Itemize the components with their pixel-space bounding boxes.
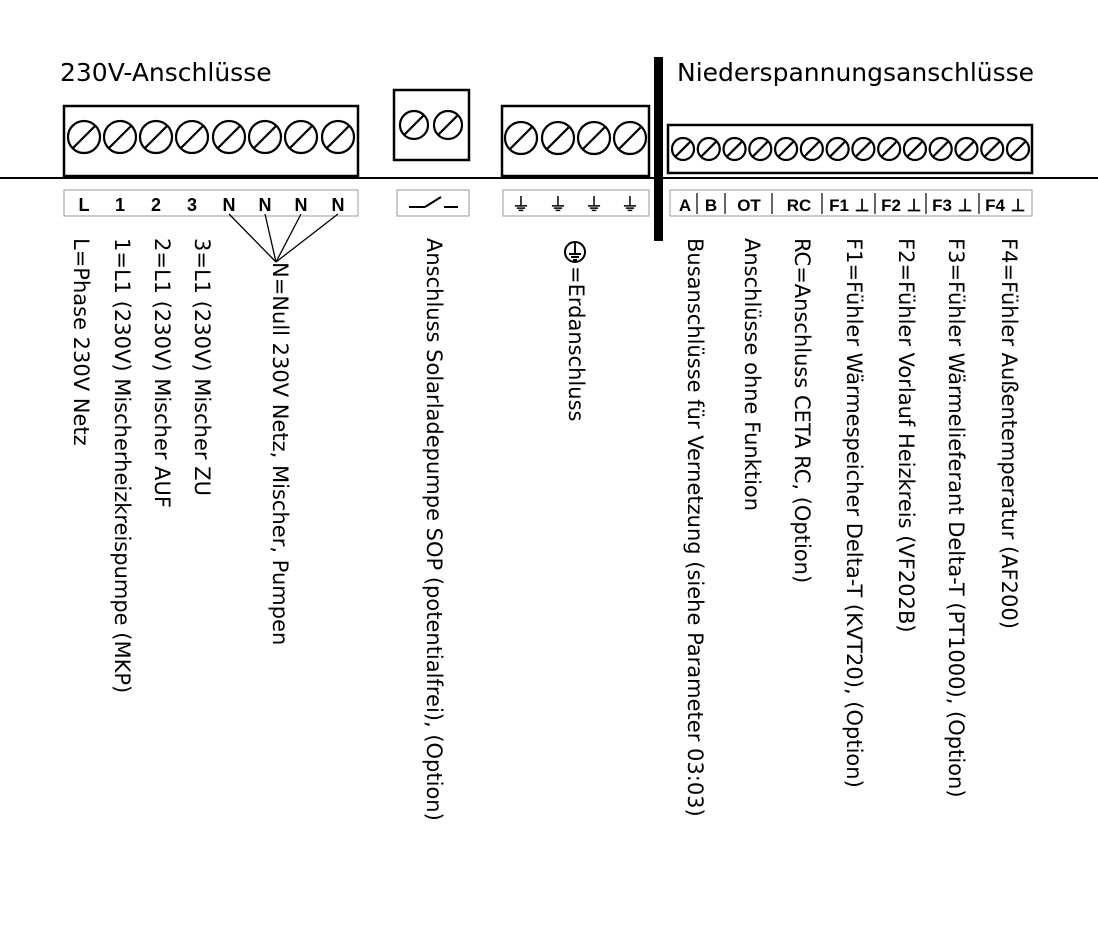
terminal-label-230v: N — [331, 195, 345, 215]
desc-l-phase: L=Phase 230V Netz — [69, 238, 93, 446]
earth-description-icon — [565, 242, 585, 262]
terminal-label-230v: 2 — [150, 195, 162, 215]
desc-terminal-1: 1=L1 (230V) Mischerheizkreispumpe (MKP) — [110, 238, 134, 694]
screw-earth-3 — [578, 122, 610, 154]
screw-earth-2 — [542, 122, 574, 154]
desc-terminal-3: 3=L1 (230V) Mischer ZU — [190, 238, 214, 496]
screw-low-voltage-11 — [930, 138, 952, 160]
desc-sop: Anschluss Solarladepumpe SOP (potentialfrei), (Option) — [422, 238, 446, 821]
screw-low-voltage-8 — [852, 138, 874, 160]
low-voltage-terminal-label: A — [678, 196, 692, 215]
screw-230v-6 — [249, 121, 281, 153]
screw-low-voltage-13 — [981, 138, 1003, 160]
screw-230v-3 — [140, 121, 172, 153]
screw-low-voltage-10 — [904, 138, 926, 160]
terminal-label-230v: N — [294, 195, 308, 215]
terminal-label-230v: N — [258, 195, 272, 215]
screw-230v-2 — [104, 121, 136, 153]
screw-low-voltage-6 — [801, 138, 823, 160]
low-voltage-terminal-label: RC — [786, 196, 812, 215]
terminal-label-230v: 1 — [114, 195, 126, 215]
screw-low-voltage-1 — [672, 138, 694, 160]
screw-sop-1 — [400, 111, 428, 139]
heading-low-voltage: Niederspannungsanschlüsse — [677, 58, 1035, 87]
desc-bus: Busanschlüsse für Vernetzung (siehe Parameter 03:03) — [683, 238, 707, 817]
desc-f1: F1=Fühler Wärmespeicher Delta-T (KVT20), (Option) — [842, 238, 866, 788]
low-voltage-terminal-label: F2 — [881, 196, 901, 215]
desc-rc: RC=Anschluss CETA RC, (Option) — [790, 238, 814, 584]
screw-230v-1 — [68, 121, 100, 153]
low-voltage-terminal-label: B — [704, 196, 718, 215]
heading-230v: 230V-Anschlüsse — [60, 58, 272, 87]
earth-terminal-label: ⏚ — [549, 195, 567, 215]
desc-neutral: N=Null 230V Netz, Mischer, Pumpen — [268, 262, 292, 646]
screw-low-voltage-5 — [775, 138, 797, 160]
low-voltage-terminal-label: ⊥ — [906, 196, 922, 215]
screw-low-voltage-9 — [878, 138, 900, 160]
neutral-connector-line — [265, 214, 276, 262]
earth-terminal-label: ⏚ — [512, 195, 530, 215]
screw-earth-4 — [614, 122, 646, 154]
screw-low-voltage-3 — [724, 138, 746, 160]
earth-terminal-label: ⏚ — [585, 195, 603, 215]
earth-terminal-label: ⏚ — [621, 195, 639, 215]
desc-f3: F3=Fühler Wärmelieferant Delta-T (PT1000), (Option) — [944, 238, 968, 798]
screw-low-voltage-14 — [1007, 138, 1029, 160]
desc-terminal-2: 2=L1 (230V) Mischer AUF — [150, 238, 174, 508]
terminal-label-230v: N — [222, 195, 236, 215]
screw-low-voltage-12 — [955, 138, 977, 160]
low-voltage-terminal-label: OT — [737, 196, 761, 215]
desc-earth: =Erdanschluss — [564, 266, 588, 422]
screw-230v-5 — [213, 121, 245, 153]
neutral-connector-line — [276, 214, 338, 262]
screw-230v-8 — [322, 121, 354, 153]
screw-low-voltage-7 — [827, 138, 849, 160]
low-voltage-terminal-label: F3 — [932, 196, 952, 215]
desc-f4: F4=Fühler Außentemperatur (AF200) — [997, 238, 1021, 629]
label-strip-230v — [64, 190, 358, 216]
screw-230v-4 — [176, 121, 208, 153]
low-voltage-terminal-label: F4 — [985, 196, 1005, 215]
screw-earth-1 — [505, 122, 537, 154]
desc-ot: Anschlüsse ohne Funktion — [740, 238, 764, 512]
low-voltage-terminal-label: F1 — [829, 196, 849, 215]
screw-low-voltage-4 — [749, 138, 771, 160]
low-voltage-terminal-label: ⊥ — [854, 196, 870, 215]
neutral-connector-line — [276, 214, 301, 262]
neutral-connector-line — [229, 214, 276, 262]
low-voltage-terminal-label: ⊥ — [1010, 196, 1026, 215]
low-voltage-terminal-label: ⊥ — [957, 196, 973, 215]
desc-f2: F2=Fühler Vorlauf Heizkreis (VF202B) — [894, 238, 918, 633]
terminal-label-230v: L — [78, 195, 90, 215]
voltage-separator — [654, 57, 663, 241]
screw-230v-7 — [285, 121, 317, 153]
screw-low-voltage-2 — [698, 138, 720, 160]
terminal-label-230v: 3 — [186, 195, 198, 215]
screw-sop-2 — [434, 111, 462, 139]
